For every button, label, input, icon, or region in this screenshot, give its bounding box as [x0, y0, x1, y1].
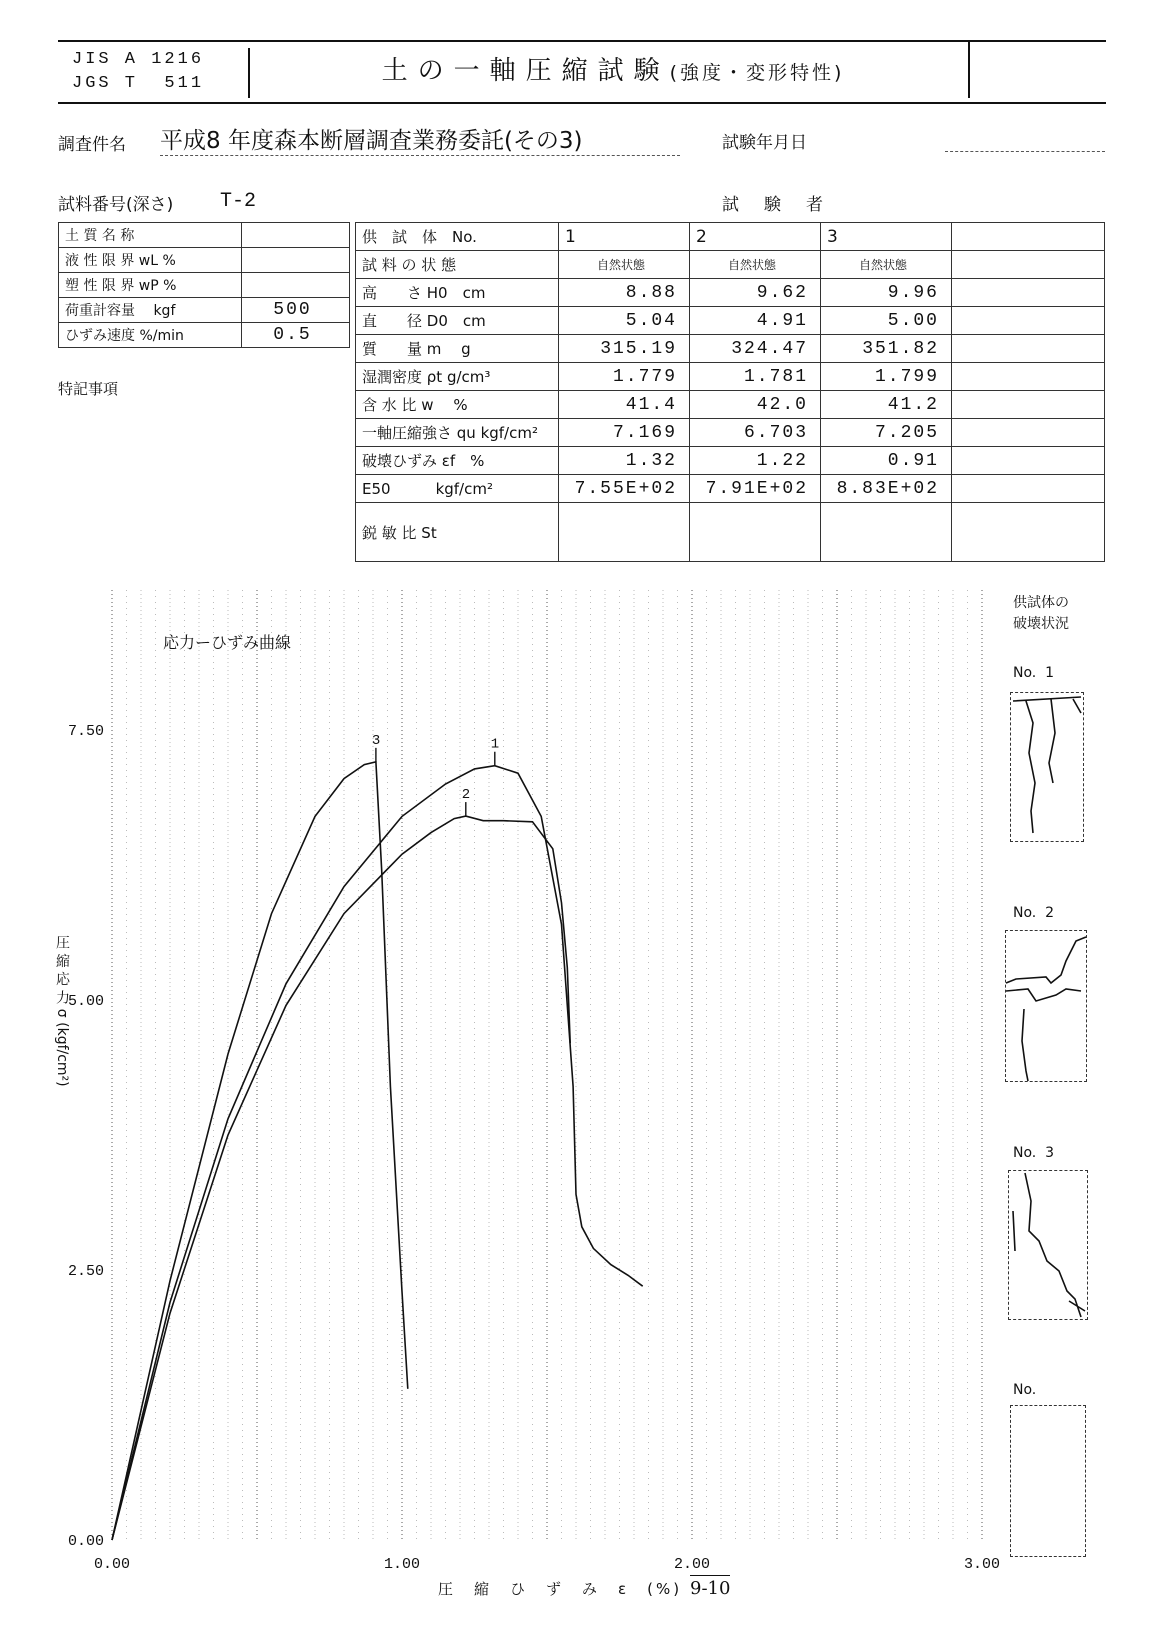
specimen-cell: 5.00 [821, 307, 952, 335]
failure-label-4: No. [1013, 1382, 1037, 1398]
specimen-cell: 9.62 [690, 279, 821, 307]
specimen-cell: 324.47 [690, 335, 821, 363]
specimen-cell: 42.0 [690, 391, 821, 419]
specimen-row [356, 419, 1105, 447]
soil-row [59, 223, 350, 248]
x-tick-label: 3.00 [963, 1556, 1000, 1573]
specimen-cell: 7.169 [559, 419, 690, 447]
specimen-table [355, 222, 1105, 562]
series-line-2 [112, 816, 570, 1540]
peak-label: 3 [371, 732, 381, 749]
failure-label-1: No. 1 [1013, 665, 1055, 681]
page-number: 9-10 [690, 1575, 730, 1599]
header-box [58, 40, 1106, 104]
specimen-row [356, 335, 1105, 363]
failure-label-2: No. 2 [1013, 905, 1055, 921]
specimen-no-1: 1 [559, 223, 690, 251]
soil-row-value [242, 248, 350, 273]
specimen-empty-cell [952, 503, 1105, 562]
series-line-1 [112, 766, 643, 1540]
specimen-no-2: 2 [690, 223, 821, 251]
soil-row-label: 荷重計容量 kgf [59, 298, 242, 323]
y-axis-label: 圧 縮 応 力 σ (kgf/cm²) [54, 935, 70, 1087]
x-tick-label: 2.00 [673, 1556, 711, 1573]
failure-label-3: No. 3 [1013, 1145, 1055, 1161]
crack-sketch-1 [1011, 693, 1083, 841]
soil-properties-table [58, 222, 350, 348]
specimen-row-label: 一軸圧縮強さ qu kgf/cm² [356, 419, 559, 447]
failure-title-line-2: 破壊状況 [1013, 616, 1069, 632]
specimen-row-label: E50 kgf/cm² [356, 475, 559, 503]
specimen-cell: 自然状態 [690, 251, 821, 279]
specimen-empty-cell [952, 307, 1105, 335]
specimen-cell [821, 503, 952, 562]
header-right-divider [968, 42, 970, 98]
specimen-cell: 1.779 [559, 363, 690, 391]
y-tick-label: 2.50 [67, 1263, 104, 1280]
specimen-row-label: 破壊ひずみ εf % [356, 447, 559, 475]
specimen-cell: 8.88 [559, 279, 690, 307]
specimen-cell [559, 503, 690, 562]
stress-strain-chart [0, 590, 1000, 1638]
notes-label: 特記事項 [58, 380, 119, 398]
specimen-empty-cell [952, 391, 1105, 419]
specimen-cell: 5.04 [559, 307, 690, 335]
specimen-row-label: 湿潤密度 ρt g/cm³ [356, 363, 559, 391]
specimen-cell: 4.91 [690, 307, 821, 335]
failure-sketch-4 [1010, 1405, 1086, 1557]
crack-sketch-2 [1006, 931, 1086, 1081]
specimen-cell: 0.91 [821, 447, 952, 475]
specimen-empty-cell [952, 475, 1105, 503]
survey-name-label: 調査件名 [58, 135, 126, 155]
specimen-cell: 7.55E+02 [559, 475, 690, 503]
sample-number-label: 試料番号(深さ) [58, 195, 174, 215]
crack-sketch-3 [1009, 1171, 1087, 1319]
specimen-row [356, 503, 1105, 562]
sample-number-value: T-2 [220, 190, 257, 213]
specimen-cell: 自然状態 [821, 251, 952, 279]
specimen-row [356, 251, 1105, 279]
chart-title: 応力ーひずみ曲線 [163, 633, 292, 652]
title-main: 土の一軸圧縮試験 [381, 56, 670, 86]
specimen-cell: 315.19 [559, 335, 690, 363]
specimen-row-label: 試 料 の 状 態 [356, 251, 559, 279]
specimen-cell: 351.82 [821, 335, 952, 363]
soil-row-value: 0.5 [242, 323, 350, 348]
specimen-cell: 自然状態 [559, 251, 690, 279]
y-tick-label: 7.50 [67, 723, 104, 740]
soil-row-label: 塑 性 限 界 wP % [59, 273, 242, 298]
series-line-3 [112, 762, 408, 1540]
failure-sketch-2 [1005, 930, 1087, 1082]
specimen-cell: 1.32 [559, 447, 690, 475]
specimen-row [356, 363, 1105, 391]
failure-sketch-3 [1008, 1170, 1088, 1320]
specimen-empty-cell [952, 279, 1105, 307]
peak-label: 2 [461, 787, 471, 804]
specimen-row [356, 475, 1105, 503]
y-tick-label: 5.00 [67, 993, 104, 1010]
specimen-cell [690, 503, 821, 562]
page-title [258, 50, 968, 87]
peak-label: 1 [490, 736, 500, 753]
y-tick-label: 0.00 [67, 1533, 104, 1550]
x-tick-label: 1.00 [383, 1556, 421, 1573]
failure-title-line-1: 供試体の [1013, 595, 1069, 611]
test-date-label: 試験年月日 [722, 133, 807, 153]
failure-sketch-1 [1010, 692, 1084, 842]
specimen-cell: 41.4 [559, 391, 690, 419]
specimen-empty-cell [952, 419, 1105, 447]
specimen-cell: 7.91E+02 [690, 475, 821, 503]
soil-row-label: ひずみ速度 %/min [59, 323, 242, 348]
soil-row [59, 248, 350, 273]
specimen-empty-col [952, 223, 1105, 251]
failure-panel-title [1013, 593, 1069, 635]
standard-codes [58, 48, 250, 98]
survey-name-value: 平成8 年度森本断層調査業務委託(その3) [160, 122, 680, 156]
standard-code-1: JIS A 1216 [72, 50, 205, 69]
specimen-row-label: 含 水 比 w % [356, 391, 559, 419]
specimen-row [356, 391, 1105, 419]
specimen-row-label: 鋭 敏 比 St [356, 503, 559, 562]
specimen-row-label: 高 さ H0 cm [356, 279, 559, 307]
specimen-row [356, 279, 1105, 307]
specimen-cell: 6.703 [690, 419, 821, 447]
specimen-empty-cell [952, 447, 1105, 475]
specimen-row-label: 質 量 m g [356, 335, 559, 363]
specimen-cell: 41.2 [821, 391, 952, 419]
soil-row-value: 500 [242, 298, 350, 323]
specimen-row [356, 307, 1105, 335]
test-date-line [945, 150, 1105, 152]
tester-label: 試 験 者 [722, 195, 827, 215]
specimen-cell: 1.22 [690, 447, 821, 475]
soil-row [59, 273, 350, 298]
standard-code-2: JGS T 511 [72, 74, 205, 93]
specimen-empty-cell [952, 335, 1105, 363]
x-axis-label: 圧 縮 ひ ず み ε (%) [438, 1580, 683, 1598]
specimen-empty-cell [952, 251, 1105, 279]
specimen-cell: 1.799 [821, 363, 952, 391]
specimen-cell: 8.83E+02 [821, 475, 952, 503]
soil-row [59, 298, 350, 323]
soil-row-label: 液 性 限 界 wL % [59, 248, 242, 273]
specimen-empty-cell [952, 363, 1105, 391]
soil-row-value [242, 273, 350, 298]
soil-row-label: 土 質 名 称 [59, 223, 242, 248]
specimen-cell: 1.781 [690, 363, 821, 391]
specimen-cell: 9.96 [821, 279, 952, 307]
specimen-row [356, 447, 1105, 475]
specimen-no-3: 3 [821, 223, 952, 251]
soil-row [59, 323, 350, 348]
title-sub: (強度・変形特性) [669, 62, 845, 84]
specimen-row-label: 直 径 D0 cm [356, 307, 559, 335]
specimen-cell: 7.205 [821, 419, 952, 447]
soil-row-value [242, 223, 350, 248]
x-tick-label: 0.00 [93, 1556, 131, 1573]
specimen-header-label: 供 試 体 No. [356, 223, 559, 251]
